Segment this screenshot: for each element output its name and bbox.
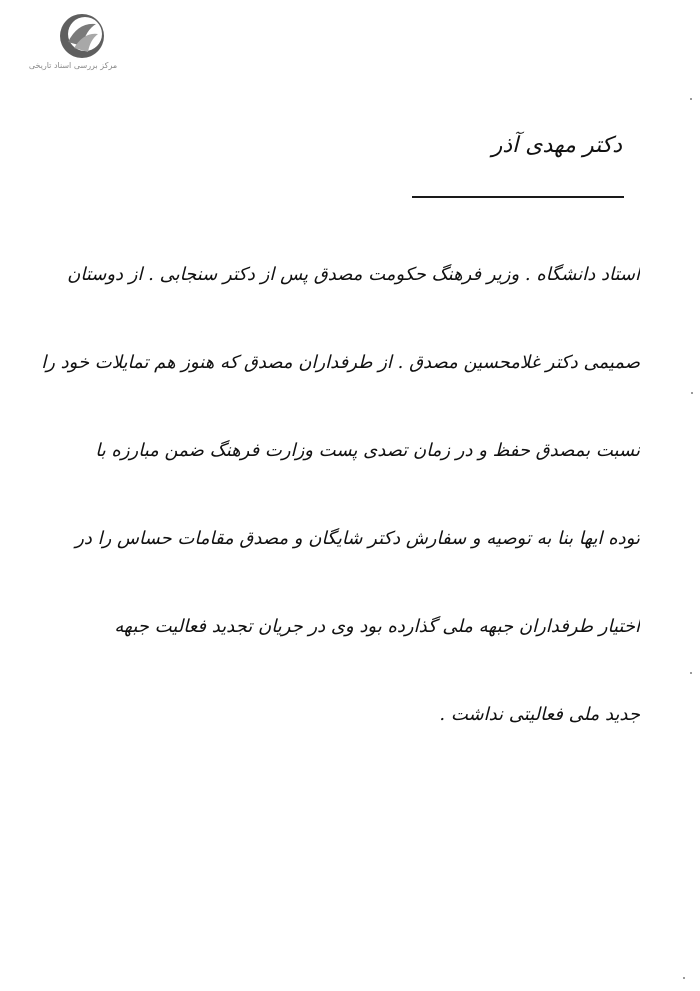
scan-speck [690, 672, 692, 674]
scan-speck [690, 98, 692, 100]
scan-speck [691, 392, 693, 394]
body-line: استاد دانشگاه . وزیر فرهنگ حکومت مصدق پس از دکتر سنجابی . از دوستان [67, 264, 640, 285]
scan-speck [683, 977, 685, 979]
archive-caption: مرکز بررسی اسناد تاریخی [28, 61, 118, 70]
document-title: دکتر مهدی آذر [491, 133, 622, 158]
body-line: توده ایها بنا به توصیه و سفارش دکتر شایگان و مصدق مقامات حساس را در [75, 528, 640, 549]
body-line: اختیار طرفداران جبهه ملی گذارده بود وی در جریان تجدید فعالیت جبهه [114, 616, 640, 637]
body-line: صمیمی دکتر غلامحسین مصدق . از طرفداران مصدق که هنوز هم تمایلات خود را [41, 352, 640, 373]
title-underline [412, 196, 624, 198]
document-body [34, 255, 640, 783]
body-line: جدید ملی فعالیتی نداشت . [439, 704, 640, 725]
archive-logo [14, 12, 132, 70]
archive-emblem-icon [58, 12, 106, 60]
body-line: نسبت بمصدق حفظ و در زمان تصدی پست وزارت فرهنگ ضمن مبارزه با [95, 440, 640, 461]
